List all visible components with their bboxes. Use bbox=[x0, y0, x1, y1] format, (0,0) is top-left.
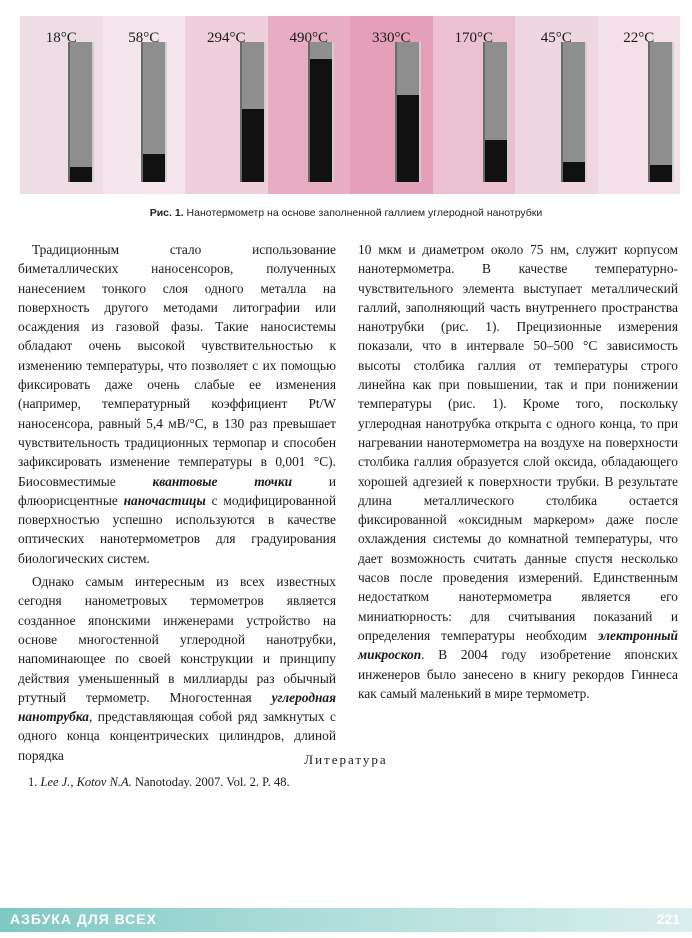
temperature-label: 294°C bbox=[206, 30, 246, 46]
literature-title: Литература bbox=[304, 752, 388, 767]
paragraph bbox=[18, 572, 336, 765]
gallium-column bbox=[563, 162, 585, 182]
nanotube bbox=[395, 42, 421, 182]
gallium-column bbox=[397, 95, 419, 182]
term: электронный микроскоп bbox=[358, 627, 678, 663]
gallium-column bbox=[485, 140, 507, 182]
text: с модифицированной поверхностью успешно используются в качестве оптических нанотермометров для градуирования биологических систем. bbox=[18, 492, 336, 566]
paragraph bbox=[358, 240, 678, 703]
thermometer-panel bbox=[185, 16, 268, 194]
caption-text: Нанотермометр на основе заполненной галлием углеродной нанотрубки bbox=[183, 207, 543, 219]
temperature-label: 490°C bbox=[289, 30, 328, 46]
gallium-column bbox=[70, 167, 92, 182]
thermometer-panels bbox=[20, 16, 680, 194]
temperature-label: 58°C bbox=[128, 30, 160, 46]
term: квантовые точки bbox=[152, 473, 293, 489]
paragraph bbox=[18, 240, 336, 568]
nanotube bbox=[483, 42, 509, 182]
temperature-label: 330°C bbox=[371, 30, 411, 46]
left-column bbox=[18, 240, 336, 769]
text: Однако самым интересным из всех известных сегодня нанометровых термометров является созданное японскими инженерами устройство на основе многостенной углеродной нанотрубки, напоминающее по своей конструкции и принципу действия уменьшенный в миллиарды раз обычный ртутный термометр. Многостенная bbox=[18, 574, 336, 705]
nanotube bbox=[68, 42, 94, 182]
right-column bbox=[358, 240, 678, 707]
text: . В 2004 году изобретение японских инженеров было занесено в книгу рекордов Гиннеса как самый маленький в мире термометр. bbox=[358, 647, 678, 701]
ref-source: Nanotoday. 2007. Vol. 2. P. 48. bbox=[131, 775, 290, 789]
temperature-label: 18°C bbox=[45, 30, 77, 46]
thermometer-panel bbox=[598, 16, 681, 194]
temperature-label: 45°C bbox=[540, 30, 572, 46]
caption-label: Рис. 1. bbox=[149, 207, 184, 219]
thermometer-panel bbox=[103, 16, 186, 194]
thermometer-panel bbox=[350, 16, 433, 194]
text: 10 мкм и диаметром около 75 нм, служит корпусом нанотермометра. В качестве температурно-чувствительного элемента выступает металлический галлий, заполняющий часть внутреннего пространства нанотрубки (рис. 1). Прецизионные измерения показали, что в интервале 50–500 °С зависимость высоты столбика галлия от температуры строго линейна как при повышении, так и при понижении температуры (рис. 1). Кроме того, поскольку углеродная нанотрубка открыта с одного конца, то при нагревании нанотермометра на воздухе на поверхности столбика галлия образуется слой оксида, обладающего хорошей адгезией к поверхности трубки. В результате длина металлического столбика остается фиксированной «оксидным маркером» даже после охлаждения системы до комнатной температуры, что дает возможность считать данные спустя несколько часов после проведения измерений. Единственным недостатком нанотермометра является его миниатюрность: для считывания показаний и определения температуры необходим bbox=[358, 242, 678, 643]
nanotube bbox=[240, 42, 266, 182]
gallium-column bbox=[242, 109, 264, 182]
temperature-label: 22°C bbox=[623, 30, 655, 46]
temperature-label: 170°C bbox=[454, 30, 493, 46]
thermometer-panel bbox=[20, 16, 103, 194]
page-number: 221 bbox=[656, 911, 680, 927]
text: Традиционным стало использование биметаллических наносенсоров, полученных нанесением тонкого слоя одного металла на поверхность другого методами литографии или осаждения из газовой фазы. Такие наносистемы обладают очень высокой чувствительностью к изменению температуры, что позволяет с их помощью фиксировать даже очень слабые ее изменения (например, температурный коэффициент Pt/W наносенсора, равный 5,4 мВ/°С, в 130 раз превышает чувствительность традиционных термопар и способен зафиксировать изменение температуры в 0,001 °С). Биосовместимые bbox=[18, 242, 336, 489]
nanotube bbox=[648, 42, 674, 182]
term: наночастицы bbox=[123, 492, 206, 508]
thermometer-panel bbox=[515, 16, 598, 194]
gallium-column bbox=[310, 59, 332, 182]
gallium-column bbox=[143, 154, 165, 182]
thermometer-panel bbox=[268, 16, 351, 194]
ref-authors: Lee J., Kotov N.A. bbox=[40, 775, 132, 789]
section-name: АЗБУКА ДЛЯ ВСЕХ bbox=[10, 911, 157, 927]
figure bbox=[5, 8, 689, 198]
gallium-column bbox=[650, 165, 672, 182]
term: углеродная нанотрубка bbox=[18, 689, 336, 725]
reference-item bbox=[28, 775, 290, 790]
thermometer-panel bbox=[433, 16, 516, 194]
nanotube bbox=[561, 42, 587, 182]
ref-number: 1. bbox=[28, 775, 41, 789]
text: , представляющая собой ряд замкнутых с одного конца концентрических цилиндров, длиной порядка bbox=[18, 709, 336, 763]
nanotube bbox=[308, 42, 334, 182]
text: и флюорисцентные bbox=[18, 473, 336, 508]
nanotube bbox=[141, 42, 167, 182]
figure-caption bbox=[0, 207, 692, 219]
page-footer bbox=[0, 908, 692, 932]
